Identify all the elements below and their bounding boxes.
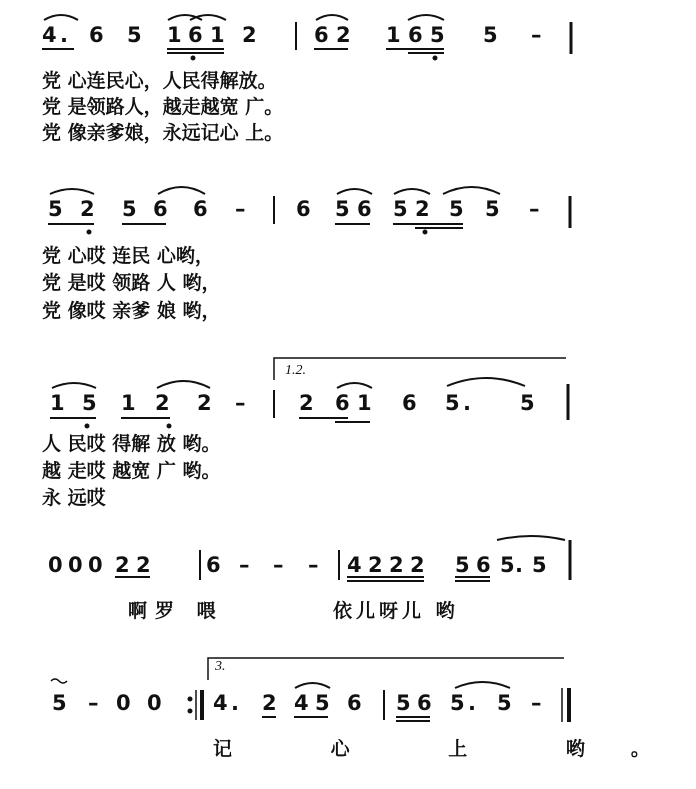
note-dash: – xyxy=(88,691,99,715)
note: 5 xyxy=(430,23,445,47)
note: 6 xyxy=(89,23,104,47)
note: 5 xyxy=(450,691,465,715)
note: 5 xyxy=(396,691,411,715)
octave-dot xyxy=(85,424,89,428)
note: 6 xyxy=(476,553,491,577)
note: 6 xyxy=(153,197,168,221)
note: 5 xyxy=(485,197,500,221)
note-dash: – xyxy=(308,553,319,577)
note: 6 xyxy=(314,23,329,47)
note: 6 xyxy=(193,197,208,221)
note: 1 xyxy=(121,391,136,415)
slur xyxy=(316,15,348,20)
slur xyxy=(337,383,372,388)
octave-dot xyxy=(191,56,195,60)
note: 4 xyxy=(294,691,309,715)
note: 6 xyxy=(296,197,311,221)
note: 0 xyxy=(48,553,63,577)
note: 1 xyxy=(210,23,225,47)
note: 2 xyxy=(136,553,151,577)
note: 2 xyxy=(389,553,404,577)
octave-dot xyxy=(167,424,171,428)
slur xyxy=(158,187,205,194)
note: 2 xyxy=(415,197,430,221)
slur xyxy=(497,536,565,540)
note: 5 xyxy=(122,197,137,221)
lyric-line: 越 走哎 越宽 广 哟。 xyxy=(42,460,221,482)
lyric-line: 党 是哎 领路 人 哟， xyxy=(42,272,221,294)
note: 5 xyxy=(483,23,498,47)
lyric-line: 记 心 上 哟。 xyxy=(213,738,696,760)
slur xyxy=(447,378,525,386)
slur xyxy=(52,383,96,388)
note: 6 xyxy=(357,197,372,221)
lyric-line: 啊罗 喂 xyxy=(128,600,224,622)
lyric-line: 党 像哎 亲爹 娘 哟， xyxy=(42,300,221,322)
note: 5 xyxy=(445,391,460,415)
octave-dot xyxy=(87,230,91,234)
note: 0 xyxy=(88,553,103,577)
lyric-line: 依儿呀儿 哟 xyxy=(333,600,459,622)
slur xyxy=(394,189,430,194)
volta-bracket xyxy=(208,658,564,680)
note: 5 xyxy=(48,197,63,221)
volta-label: 3. xyxy=(215,659,226,674)
lyric-line: 永 远哎 xyxy=(42,487,106,509)
note-dash: – xyxy=(235,391,246,415)
octave-dot xyxy=(423,230,427,234)
note: 5 xyxy=(520,391,535,415)
note: 4 xyxy=(213,691,228,715)
note: 5 xyxy=(455,553,470,577)
note: 5 xyxy=(52,691,67,715)
note: 6 xyxy=(206,553,221,577)
note: 5 xyxy=(393,197,408,221)
note: 2 xyxy=(242,23,257,47)
note: 6 xyxy=(408,23,423,47)
dot: . xyxy=(468,691,476,715)
note: 5 xyxy=(315,691,330,715)
note: 2 xyxy=(80,197,95,221)
note: 5 xyxy=(335,197,350,221)
octave-dot xyxy=(188,697,192,701)
slur xyxy=(50,189,94,194)
dot: . xyxy=(463,391,471,415)
dot: . xyxy=(515,553,523,577)
note: 5 xyxy=(449,197,464,221)
note: 6 xyxy=(188,23,203,47)
note: 5 xyxy=(532,553,547,577)
slur xyxy=(295,683,330,688)
note-dash: – xyxy=(273,553,284,577)
lyric-line: 党 是领路人，越走越宽 广。 xyxy=(42,96,284,118)
note: 2 xyxy=(115,553,130,577)
note-dash: – xyxy=(531,691,542,715)
note: 5 xyxy=(82,391,97,415)
dot: . xyxy=(231,691,239,715)
note: 0 xyxy=(68,553,83,577)
volta-bracket xyxy=(274,358,566,380)
lyric-line: 党 像亲爹娘，永远记心 上。 xyxy=(42,122,284,144)
note: 0 xyxy=(116,691,131,715)
note: 4 xyxy=(42,23,57,47)
note: 6 xyxy=(347,691,362,715)
note: 4 xyxy=(347,553,362,577)
note: 2 xyxy=(262,691,277,715)
note-dash: – xyxy=(235,197,246,221)
note-dash: – xyxy=(531,23,542,47)
note: 1 xyxy=(386,23,401,47)
note: 2 xyxy=(299,391,314,415)
dot: . xyxy=(60,23,68,47)
slur xyxy=(190,15,226,20)
slur xyxy=(337,189,372,194)
note: 1 xyxy=(50,391,65,415)
note: 2 xyxy=(336,23,351,47)
note: 5 xyxy=(497,691,512,715)
note: 6 xyxy=(417,691,432,715)
note: 2 xyxy=(410,553,425,577)
slur xyxy=(443,187,500,194)
note: 5 xyxy=(127,23,142,47)
note: 1 xyxy=(167,23,182,47)
slur xyxy=(44,15,78,20)
note-dash: – xyxy=(239,553,250,577)
note: 6 xyxy=(335,391,350,415)
slur xyxy=(157,381,210,388)
lyric-line: 人 民哎 得解 放 哟。 xyxy=(42,433,221,455)
volta-label: 1.2. xyxy=(285,363,306,378)
note: 1 xyxy=(357,391,372,415)
note: 2 xyxy=(197,391,212,415)
note: 2 xyxy=(368,553,383,577)
breath-mark xyxy=(51,679,67,683)
note: 6 xyxy=(402,391,417,415)
note-dash: – xyxy=(529,197,540,221)
note: 5 xyxy=(500,553,515,577)
note: 2 xyxy=(155,391,170,415)
octave-dot xyxy=(188,709,192,713)
slur xyxy=(408,15,444,20)
lyric-line: 党 心哎 连民 心哟， xyxy=(42,245,214,267)
lyric-line: 党 心连民心，人民得解放。 xyxy=(42,70,277,92)
note: 0 xyxy=(147,691,162,715)
slur xyxy=(455,682,510,688)
octave-dot xyxy=(433,56,437,60)
